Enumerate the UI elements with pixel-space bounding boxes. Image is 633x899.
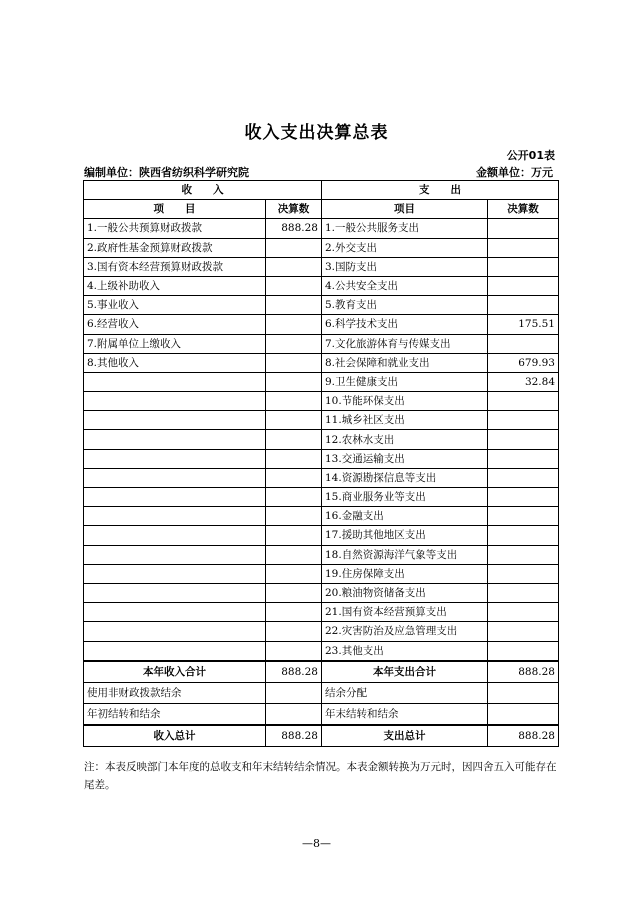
income-item-cell xyxy=(84,468,266,487)
table-row xyxy=(84,507,559,526)
header-row-columns xyxy=(84,200,559,219)
table-row xyxy=(84,411,559,430)
table-row xyxy=(84,488,559,507)
table-row xyxy=(84,641,559,661)
table-row xyxy=(84,219,559,238)
income-amount-cell xyxy=(266,238,322,257)
expense-item-cell: 7.文化旅游体育与传媒支出 xyxy=(322,334,488,353)
year-income-amount: 888.28 xyxy=(266,661,322,683)
expense-item-cell: 3.国防支出 xyxy=(322,257,488,276)
income-amount-cell xyxy=(266,411,322,430)
income-amount-cell xyxy=(266,276,322,295)
expense-item-cell: 8.社会保障和就业支出 xyxy=(322,353,488,372)
expense-amount-cell xyxy=(488,238,559,257)
expense-amount-cell xyxy=(488,468,559,487)
expense-item-cell: 14.资源勘探信息等支出 xyxy=(322,468,488,487)
table-row xyxy=(84,545,559,564)
expense-amount-cell: 32.84 xyxy=(488,372,559,391)
income-item-cell xyxy=(84,564,266,583)
table-row xyxy=(84,468,559,487)
expense-amount-cell xyxy=(488,392,559,411)
nonfiscal-label: 使用非财政拨款结余 xyxy=(84,682,266,703)
income-total-label: 收入总计 xyxy=(84,725,266,747)
expense-item-cell: 21.国有资本经营预算支出 xyxy=(322,603,488,622)
expense-item-cell: 12.农林水支出 xyxy=(322,430,488,449)
amount-unit: 金额单位：万元 xyxy=(476,166,553,179)
form-code: 公开01表 xyxy=(506,149,555,162)
income-item-cell xyxy=(84,641,266,661)
begin-amount xyxy=(266,703,322,725)
income-amount-cell xyxy=(266,392,322,411)
table-row xyxy=(84,392,559,411)
expense-item-cell: 9.卫生健康支出 xyxy=(322,372,488,391)
income-item-cell xyxy=(84,430,266,449)
income-item-cell xyxy=(84,526,266,545)
income-header: 收 入 xyxy=(84,181,322,200)
expense-amount-cell xyxy=(488,257,559,276)
income-item-cell: 7.附属单位上缴收入 xyxy=(84,334,266,353)
income-amount-cell xyxy=(266,257,322,276)
distribution-amount xyxy=(488,682,559,703)
expense-amount-cell xyxy=(488,583,559,602)
expense-item-header: 项目 xyxy=(322,200,488,219)
expense-item-cell: 13.交通运输支出 xyxy=(322,449,488,468)
table-row xyxy=(84,526,559,545)
income-amount-cell xyxy=(266,641,322,661)
end-amount xyxy=(488,703,559,725)
expense-item-cell: 11.城乡社区支出 xyxy=(322,411,488,430)
unit-label: 编制单位：陕西省纺织科学研究院 xyxy=(84,166,249,179)
expense-amount-cell: 679.93 xyxy=(488,353,559,372)
expense-item-cell: 20.粮油物资储备支出 xyxy=(322,583,488,602)
income-item-cell xyxy=(84,507,266,526)
income-item-cell xyxy=(84,583,266,602)
budget-table xyxy=(83,180,559,747)
table-row xyxy=(84,583,559,602)
year-expense-amount: 888.28 xyxy=(488,661,559,683)
table-row xyxy=(84,334,559,353)
expense-item-cell: 4.公共安全支出 xyxy=(322,276,488,295)
income-amount-cell xyxy=(266,622,322,641)
table-row xyxy=(84,296,559,315)
year-income-label: 本年收入合计 xyxy=(84,661,266,683)
expense-amount-cell xyxy=(488,296,559,315)
income-amount-cell xyxy=(266,583,322,602)
income-amount-cell xyxy=(266,353,322,372)
expense-item-cell: 2.外交支出 xyxy=(322,238,488,257)
expense-header: 支 出 xyxy=(322,181,559,200)
income-amount-cell xyxy=(266,430,322,449)
table-row xyxy=(84,430,559,449)
expense-amount-cell xyxy=(488,526,559,545)
expense-item-cell: 22.灾害防治及应急管理支出 xyxy=(322,622,488,641)
income-amount-cell xyxy=(266,507,322,526)
income-amount-cell xyxy=(266,296,322,315)
income-item-cell xyxy=(84,545,266,564)
year-expense-label: 本年支出合计 xyxy=(322,661,488,683)
income-item-cell xyxy=(84,622,266,641)
year-total-row xyxy=(84,661,559,683)
expense-amount-cell xyxy=(488,449,559,468)
expense-amount-cell xyxy=(488,603,559,622)
income-item-cell: 5.事业收入 xyxy=(84,296,266,315)
expense-amount-cell xyxy=(488,488,559,507)
expense-total-label: 支出总计 xyxy=(322,725,488,747)
income-item-cell xyxy=(84,372,266,391)
expense-item-cell: 16.金融支出 xyxy=(322,507,488,526)
distribution-label: 结余分配 xyxy=(322,682,488,703)
expense-item-cell: 1.一般公共服务支出 xyxy=(322,219,488,238)
income-item-cell: 8.其他收入 xyxy=(84,353,266,372)
page-number: —8— xyxy=(302,837,331,850)
income-item-header: 项 目 xyxy=(84,200,266,219)
expense-item-cell: 18.自然资源海洋气象等支出 xyxy=(322,545,488,564)
income-amount-cell xyxy=(266,545,322,564)
table-row xyxy=(84,603,559,622)
grand-total-row xyxy=(84,725,559,747)
income-amount-cell xyxy=(266,526,322,545)
income-amount-cell xyxy=(266,564,322,583)
income-item-cell: 1.一般公共预算财政拨款 xyxy=(84,219,266,238)
end-label: 年末结转和结余 xyxy=(322,703,488,725)
income-amount-cell xyxy=(266,372,322,391)
begin-label: 年初结转和结余 xyxy=(84,703,266,725)
expense-amount-cell xyxy=(488,507,559,526)
income-item-cell xyxy=(84,449,266,468)
table-row xyxy=(84,372,559,391)
income-amount-cell: 888.28 xyxy=(266,219,322,238)
expense-item-cell: 23.其他支出 xyxy=(322,641,488,661)
expense-amount-cell xyxy=(488,545,559,564)
table-row xyxy=(84,315,559,334)
footnote: 注：本表反映部门本年度的总收支和年末结转结余情况。本表金额转换为万元时，因四舍五入可能存在尾差。 xyxy=(84,761,557,791)
income-item-cell xyxy=(84,411,266,430)
expense-item-cell: 19.住房保障支出 xyxy=(322,564,488,583)
expense-amount-cell xyxy=(488,334,559,353)
expense-item-cell: 6.科学技术支出 xyxy=(322,315,488,334)
income-amount-cell xyxy=(266,315,322,334)
expense-amount-cell: 175.51 xyxy=(488,315,559,334)
income-item-cell: 4.上级补助收入 xyxy=(84,276,266,295)
expense-amount-cell xyxy=(488,411,559,430)
expense-item-cell: 5.教育支出 xyxy=(322,296,488,315)
expense-amount-header: 决算数 xyxy=(488,200,559,219)
income-item-cell xyxy=(84,488,266,507)
expense-amount-cell xyxy=(488,622,559,641)
table-row xyxy=(84,276,559,295)
expense-amount-cell xyxy=(488,564,559,583)
balance-use-row xyxy=(84,682,559,703)
income-amount-cell xyxy=(266,488,322,507)
income-amount-cell xyxy=(266,334,322,353)
income-item-cell: 2.政府性基金预算财政拨款 xyxy=(84,238,266,257)
income-amount-cell xyxy=(266,449,322,468)
income-amount-cell xyxy=(266,603,322,622)
expense-item-cell: 17.援助其他地区支出 xyxy=(322,526,488,545)
nonfiscal-amount xyxy=(266,682,322,703)
income-item-cell: 3.国有资本经营预算财政拨款 xyxy=(84,257,266,276)
expense-amount-cell xyxy=(488,430,559,449)
expense-amount-cell xyxy=(488,276,559,295)
header-row-sections xyxy=(84,181,559,200)
expense-amount-cell xyxy=(488,641,559,661)
table-row xyxy=(84,353,559,372)
table-row xyxy=(84,257,559,276)
table-row xyxy=(84,622,559,641)
table-row xyxy=(84,449,559,468)
income-item-cell: 6.经营收入 xyxy=(84,315,266,334)
income-item-cell xyxy=(84,392,266,411)
expense-total-amount: 888.28 xyxy=(488,725,559,747)
expense-item-cell: 15.商业服务业等支出 xyxy=(322,488,488,507)
table-row xyxy=(84,238,559,257)
carryover-row xyxy=(84,703,559,725)
expense-amount-cell xyxy=(488,219,559,238)
expense-item-cell: 10.节能环保支出 xyxy=(322,392,488,411)
income-amount-header: 决算数 xyxy=(266,200,322,219)
income-item-cell xyxy=(84,603,266,622)
income-amount-cell xyxy=(266,468,322,487)
page-title: 收入支出决算总表 xyxy=(244,123,389,143)
income-total-amount: 888.28 xyxy=(266,725,322,747)
table-row xyxy=(84,564,559,583)
